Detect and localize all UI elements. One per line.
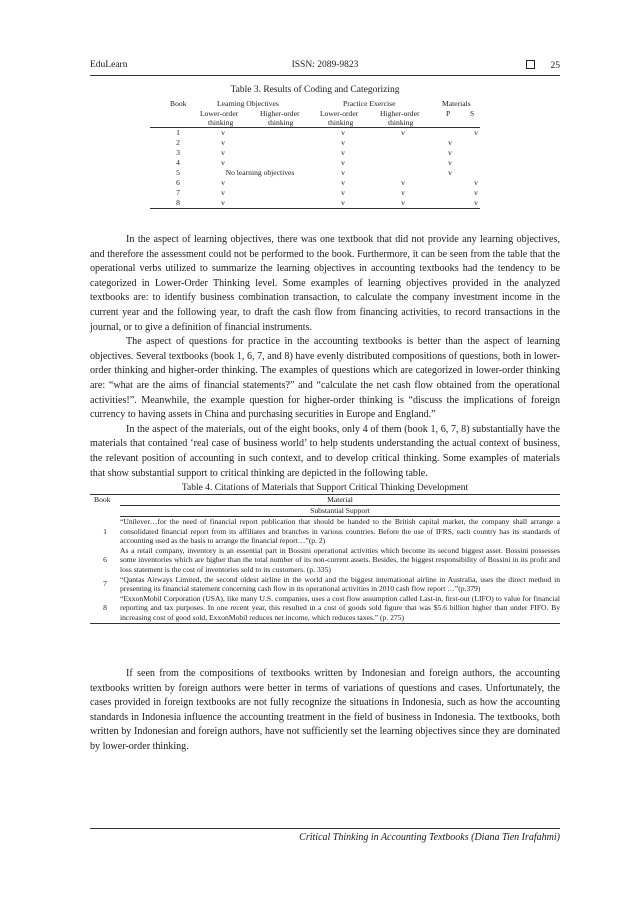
table3-cell: v — [221, 198, 225, 207]
table3-cell-book: 2 — [176, 138, 180, 147]
table3-lo-lower-thinking: thinking — [208, 118, 234, 128]
table4-header — [90, 495, 560, 505]
table3-cell: v — [221, 158, 225, 167]
paragraph: In the aspect of learning objectives, there was one textbook that did not provide any learning objectives, and therefore the assessment could not be performed to the book. Furthermore, it can be seen from the table that the operational verbs utilized to summarize the learning objectives in accounting textbooks had the tendency to be categorized in Lower-Order Thinking level. Some examples of learning objectives provided in the analyzed textbooks are: to identify business combination transaction, to calculate the company investment income in the current year and the following year, to draft the cash flow from financing activities, to record transactions in the journal, or to give a definition of financial instruments. — [90, 234, 560, 333]
table3-cell-book: 5 — [176, 168, 180, 177]
table4 — [90, 494, 560, 624]
table3-header — [150, 99, 480, 128]
table3-cell: v — [221, 128, 225, 137]
table3-cell: v — [341, 178, 345, 187]
page-number: 25 — [550, 61, 560, 71]
issn: ISSN: 2089-9823 — [291, 60, 359, 70]
table4-col-material: Material — [327, 495, 353, 504]
table3-cell-book: 7 — [176, 188, 180, 197]
table-row — [150, 138, 480, 148]
table3-cell: v — [401, 128, 405, 137]
body-section-2 — [90, 667, 560, 755]
table4-cell-book: 8 — [103, 603, 107, 613]
table-row — [150, 178, 480, 188]
table3-cell-book: 8 — [176, 198, 180, 207]
checkbox-icon — [526, 60, 535, 69]
table3-cell: v — [401, 198, 405, 207]
table-row — [150, 198, 480, 209]
footer-rule — [90, 828, 560, 829]
table3-cell: v — [341, 148, 345, 157]
table3-m-s: S — [470, 108, 475, 118]
table3-cell: v — [448, 158, 452, 167]
table3-cell: v — [221, 188, 225, 197]
page-footer: Critical Thinking in Accounting Textbooks (Diana Tien Irafahmi) — [299, 832, 560, 843]
table4-cell-text: “ExxonMobil Corporation (USA), like many U.S. companies, uses a cost flow assumption called Last-in, first-out (LIFO) to value for financial reporting and tax purposes. In one recent year, this resulted in a cost of goods sold figure that was $5.6 billion higher than under FIFO. By increasing cost of good sold, ExxonMobil reduces net income, which reduces taxes.” (p. 275) — [120, 593, 560, 622]
table3-cell: v — [474, 128, 478, 137]
table3-cell-no-objectives: No learning objectives — [225, 168, 295, 177]
page-number-group — [526, 60, 561, 71]
paragraph: The aspect of questions for practice in the accounting textbooks is better than the aspect of learning objectives. Several textbooks (book 1, 6, 7, and 8) have evenly distributed compositions of questions, both in lower-order thinking and higher-order thinking. The examples of questions which are categorized in lower-order thinking are: “what are the aims of financial statements?” and “calculate the net cash flow obtained from the operational activities!”. Meanwhile, the example question for higher-order thinking is “discuss the implications of foreign currency to having assets in China and purchasing securities in Europe and England.” — [90, 336, 560, 421]
table-row — [90, 594, 560, 624]
table3-pe-lower: Lower-order — [320, 108, 359, 118]
table3-m-p: P — [446, 108, 451, 118]
page-header — [90, 60, 560, 74]
paragraph: In the aspect of the materials, out of the eight books, only 4 of them (book 1, 6, 7, 8) substantially have the materials that contained ‘real case of business world’ to help students understanding the actual context of business, the relevant position of accounting in such context, and to develop critical thinking. Some examples of materials that show substantial support to critical thinking are depicted in the following table. — [90, 423, 560, 479]
table3-cell: v — [448, 138, 452, 147]
table3-group-practice: Practice Exercise — [343, 99, 396, 108]
table3-cell: v — [221, 178, 225, 187]
table-row — [150, 148, 480, 158]
table4-cell-book: 7 — [103, 579, 107, 589]
table3-cell: v — [401, 178, 405, 187]
table3-cell: v — [341, 128, 345, 137]
table3-cell: v — [221, 148, 225, 157]
table3-cell: v — [341, 188, 345, 197]
table3-cell: v — [401, 188, 405, 197]
paragraph: If seen from the compositions of textbooks written by Indonesian and foreign authors, the accounting textbooks written by foreign authors were better in terms of variations of questions and cases. Unfortunately, the cases provided in foreign textbooks are not fully recognize the situations in Indonesia, such as how the accounting standards in Indonesia influence the accounting treatment in the field of business in Indonesia. The textbooks, both written by Indonesian and foreign authors, have not sufficiently set the learning objectives since they are dominated by lower-order thinking. — [90, 668, 560, 752]
table4-col-substantial: Substantial Support — [120, 505, 560, 517]
table3-pe-higher: Higher-order — [380, 108, 420, 118]
header-rule — [90, 75, 560, 76]
table3-cell-book: 3 — [176, 148, 180, 157]
table3-cell-book: 1 — [176, 128, 180, 137]
table4-cell-text: As a retail company, inventory is an essential part in Bossini operational activities which become its second biggest asset. Bossini possesses some inventories which are higher than the total number of its non-current assets. Besides, the biggest responsibility of Bossini in its profit and loss statement is the cost of inventories sold to its customers. (p. 335) — [120, 545, 560, 574]
table3-cell: v — [448, 148, 452, 157]
table3-lo-higher-thinking: thinking — [268, 118, 294, 128]
table4-cell-book: 6 — [103, 555, 107, 565]
table3 — [150, 99, 480, 209]
table4-cell-text: “Unilever…for the need of financial report publication that should be handed to the British capital market, the company shall arrange a consolidated financial report from its affiliates and branches in various countries. Before the use of IFRS, each country has its standards of accounting used as the basis to arrange the financial report…”(p. 2) — [120, 517, 560, 546]
table3-pe-lower-thinking: thinking — [328, 118, 354, 128]
table3-cell: v — [474, 198, 478, 207]
table3-lo-higher: Higher-order — [260, 108, 300, 118]
table4-caption: Table 4. Citations of Materials that Support Critical Thinking Development — [181, 483, 469, 493]
table3-cell: v — [341, 168, 345, 177]
journal-name: EduLearn — [90, 60, 128, 70]
table3-lo-lower: Lower-order — [200, 108, 239, 118]
table-row — [90, 546, 560, 575]
table3-group-materials: Materials — [442, 99, 471, 108]
table3-group-learning: Learning Objectives — [217, 99, 279, 108]
table3-cell: v — [221, 138, 225, 147]
table3-caption: Table 3. Results of Coding and Categorizing — [230, 85, 400, 95]
table4-col-book: Book — [94, 495, 111, 504]
table3-pe-higher-thinking: thinking — [388, 118, 414, 128]
table3-cell-book: 6 — [176, 178, 180, 187]
table3-cell-book: 4 — [176, 158, 180, 167]
table-row — [90, 517, 560, 546]
table-row — [150, 158, 480, 168]
table3-cell: v — [474, 188, 478, 197]
table3-cell: v — [341, 138, 345, 147]
table3-cell: v — [341, 198, 345, 207]
table3-col-book: Book — [170, 99, 187, 108]
table-row — [150, 128, 480, 138]
table3-cell: v — [474, 178, 478, 187]
body-section-1 — [90, 233, 560, 481]
table4-cell-book: 1 — [103, 526, 107, 536]
table3-cell: v — [448, 168, 452, 177]
table-row — [150, 168, 480, 178]
table3-cell: v — [341, 158, 345, 167]
table4-cell-text: “Qantas Airways Limited, the second oldest airline in the world and the biggest international airline in Australia, uses the direct method in presenting its financial statement concerning cash flow in its operational activities in 2010 cash flow report …”(p.379) — [120, 574, 560, 594]
table-row — [90, 575, 560, 594]
table-row — [150, 188, 480, 198]
